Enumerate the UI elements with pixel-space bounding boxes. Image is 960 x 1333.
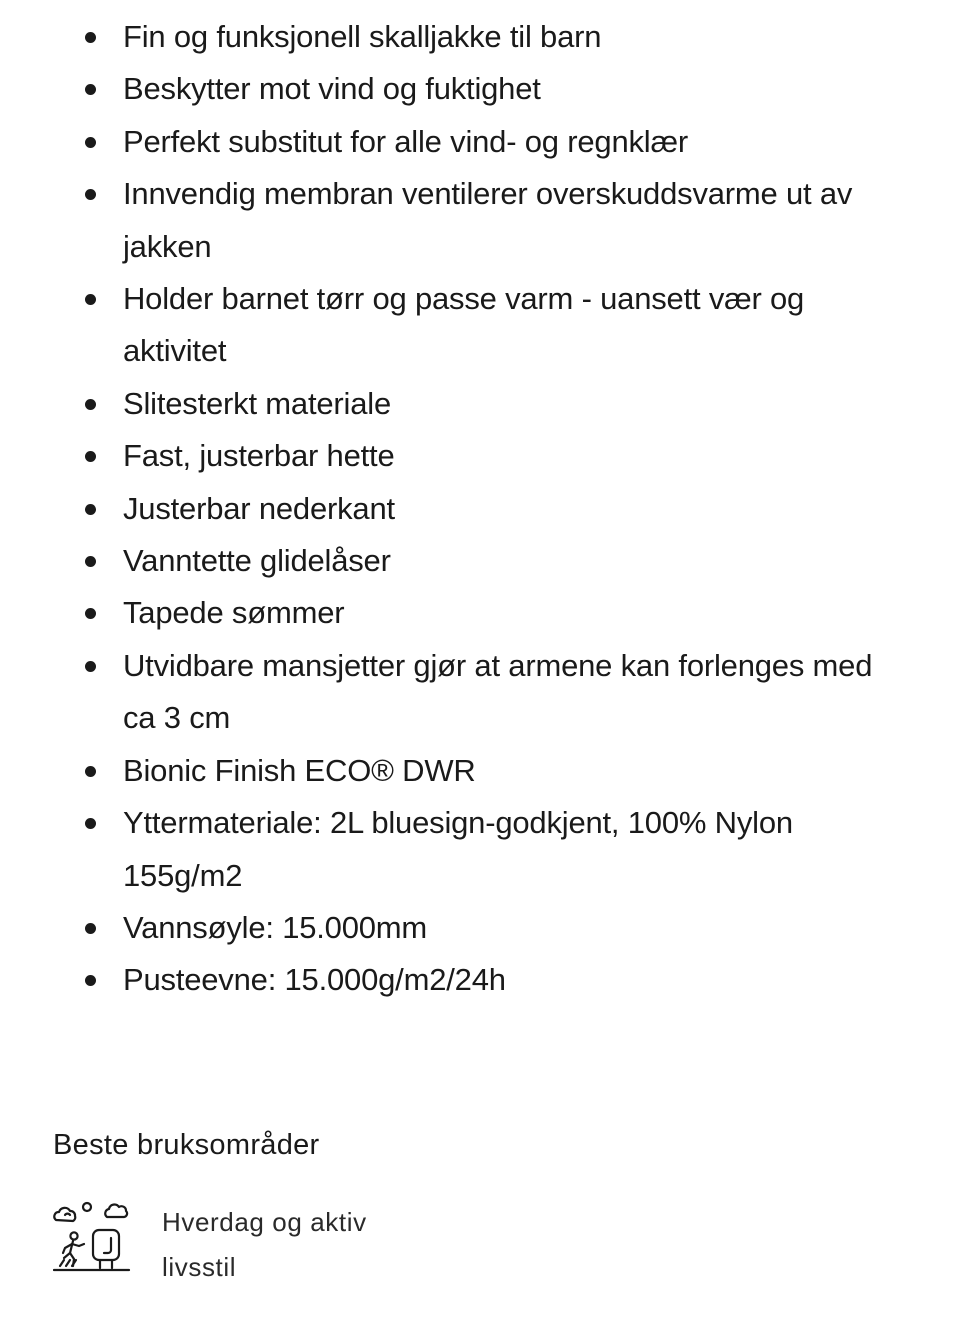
everyday-active-lifestyle-icon — [53, 1200, 131, 1278]
feature-text: Bionic Finish ECO® DWR — [123, 752, 476, 788]
feature-item — [0, 902, 960, 954]
usage-label: Hverdag og aktiv livsstil — [162, 1207, 367, 1282]
feature-item — [0, 954, 960, 1006]
feature-item — [0, 640, 960, 745]
bullet — [85, 294, 96, 305]
feature-text: Perfekt substitut for alle vind- og regnklær — [123, 123, 688, 159]
usage-item — [53, 1198, 553, 1288]
feature-text: Yttermateriale: 2L bluesign-godkjent, 100% Nylon 155g/m2 — [123, 805, 793, 893]
feature-text: Beskytter mot vind og fuktighet — [123, 71, 541, 107]
feature-item — [0, 168, 960, 273]
feature-item — [0, 587, 960, 639]
bullet — [85, 975, 96, 986]
bullet — [85, 189, 96, 200]
bullet — [85, 399, 96, 410]
feature-text: Justerbar nederkant — [123, 490, 395, 526]
section-title: Beste bruksområder — [53, 1129, 320, 1161]
bullet — [85, 137, 96, 148]
bullet — [85, 556, 96, 567]
feature-text: Vannsøyle: 15.000mm — [123, 909, 428, 945]
bullet — [85, 32, 96, 43]
feature-text: Innvendig membran ventilerer overskuddsvarme ut av jakken — [123, 176, 853, 264]
feature-item — [0, 430, 960, 482]
feature-text: Fin og funksjonell skalljakke til barn — [123, 19, 602, 54]
bullet — [85, 923, 96, 934]
feature-text: Slitesterkt materiale — [123, 385, 392, 421]
feature-item — [0, 535, 960, 587]
feature-text: Utvidbare mansjetter gjør at armene kan forlenges med ca 3 cm — [123, 647, 873, 736]
feature-item — [0, 483, 960, 535]
bullet — [85, 661, 96, 672]
feature-item — [0, 11, 960, 63]
feature-item — [0, 797, 960, 902]
feature-item — [0, 378, 960, 430]
feature-item — [0, 116, 960, 168]
bullet — [85, 451, 96, 462]
feature-text: Vanntette glidelåser — [123, 543, 391, 579]
feature-item — [0, 273, 960, 378]
best-usage-section — [53, 1123, 913, 1282]
feature-item — [0, 63, 960, 115]
bullet — [85, 818, 96, 829]
bullet — [85, 504, 96, 515]
bullet — [85, 84, 96, 95]
feature-text: Holder barnet tørr og passe varm - uansett vær og aktivitet — [123, 281, 805, 369]
feature-text: Tapede sømmer — [123, 595, 345, 631]
feature-text: Pusteevne: 15.000g/m2/24h — [123, 962, 506, 998]
feature-text: Fast, justerbar hette — [123, 438, 395, 474]
feature-item — [0, 745, 960, 797]
bullet — [85, 766, 96, 777]
feature-list — [0, 11, 960, 1007]
bullet — [85, 608, 96, 619]
